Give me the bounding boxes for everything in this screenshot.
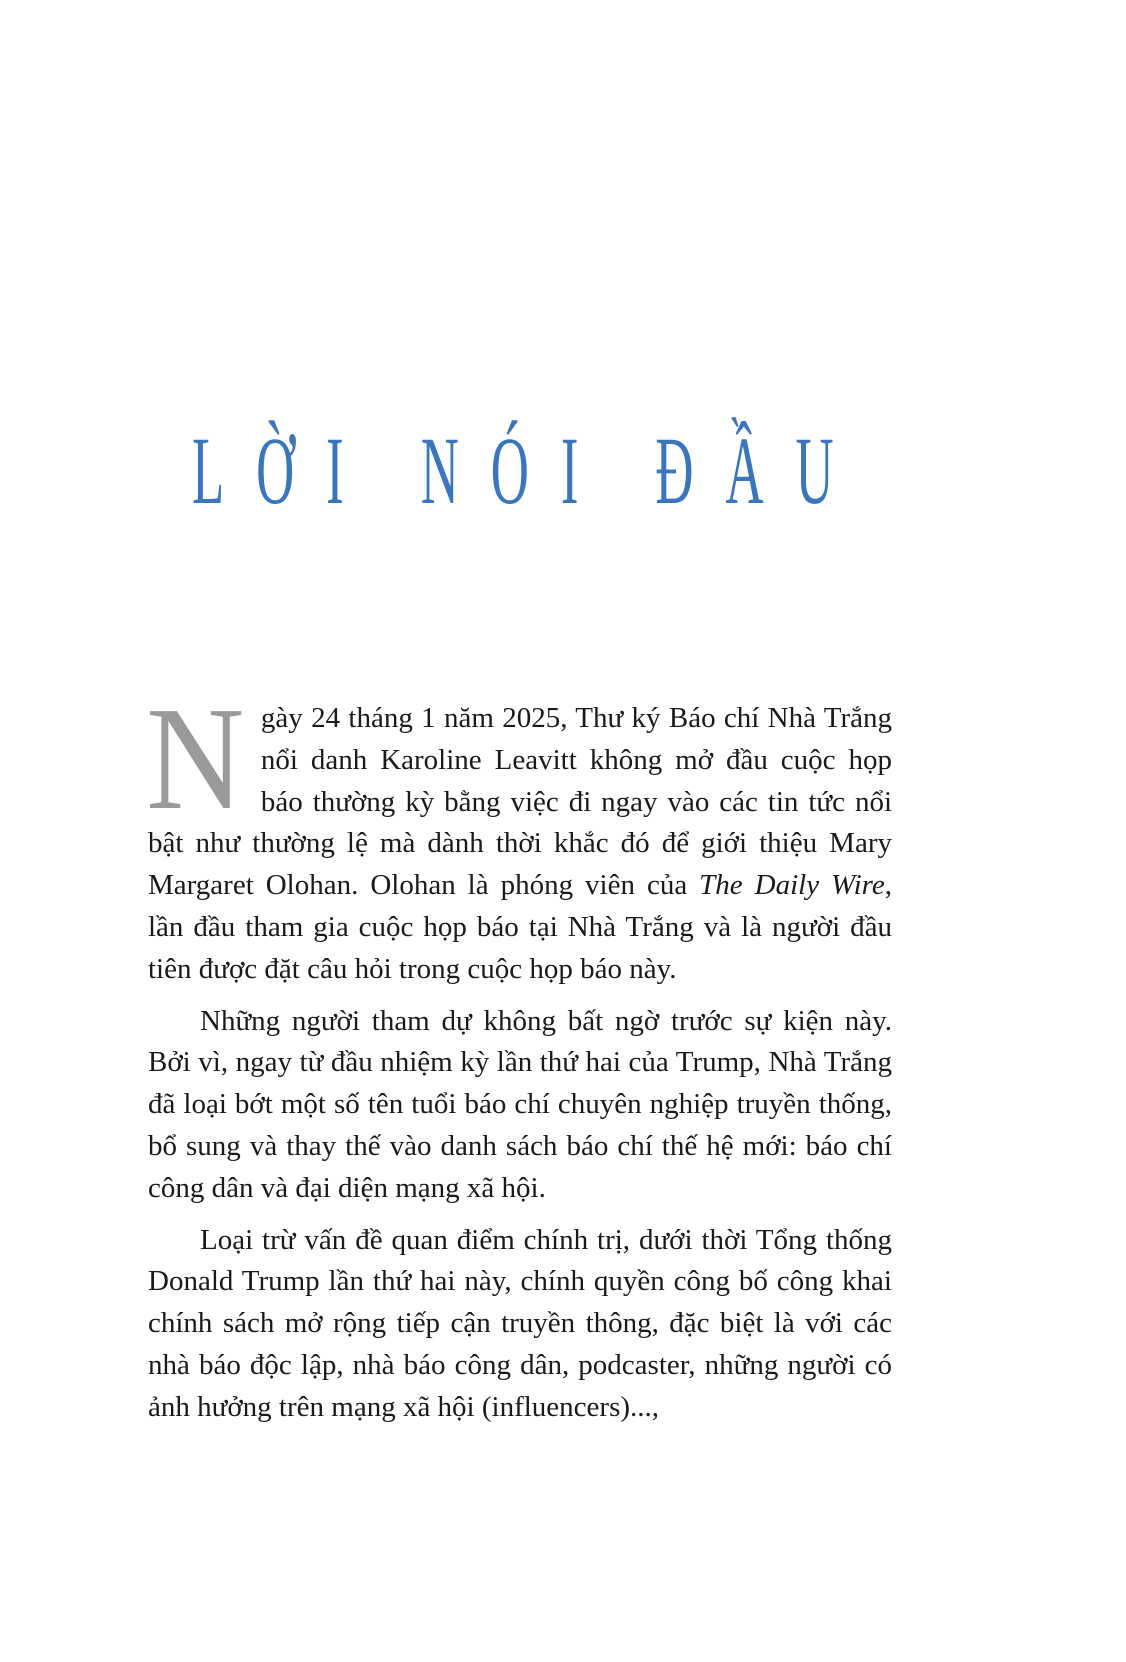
body-text (146, 677, 892, 1439)
paragraph-1-text-b: , lần đầu tham gia cuộc họp báo tại Nhà Trắng và là người đầu tiên được đặt câu hỏi trong cuộc họp báo này. (148, 869, 892, 985)
paragraph-2: Những người tham dự không bất ngờ trước sự kiện này. Bởi vì, ngay từ đầu nhiệm kỳ lần thứ hai của Trump, Nhà Trắng đã loại bớt một số tên tuổi báo chí chuyên nghiệp truyền thống, bổ sung và thay thế vào danh sách báo chí thế hệ mới: báo chí công dân và đại diện mạng xã hội. (148, 1004, 892, 1204)
publication-name: The Daily Wire (699, 869, 885, 902)
chapter-title: LỜI NÓI ĐẦU (192, 417, 866, 525)
drop-cap: N (146, 677, 245, 841)
paragraph-1 (146, 677, 892, 991)
paragraph-1-text-a: gày 24 tháng 1 năm 2025, Thư ký Báo chí Nhà Trắng nổi danh Karoline Leavitt không mở đầu cuộc họp báo thường kỳ bằng việc đi ngay vào các tin tức nổi bật như thường lệ mà dành thời khắc đó để giới thiệu Mary Margaret Olohan. Olohan là phóng viên của (148, 702, 892, 902)
paragraph-3: Loại trừ vấn đề quan điểm chính trị, dưới thời Tổng thống Donald Trump lần thứ hai này, chính quyền công bố công khai chính sách mở rộng tiếp cận truyền thông, đặc biệt là với các nhà báo độc lập, nhà báo công dân, podcaster, những người có ảnh hưởng trên mạng xã hội (influencers)..., (148, 1223, 892, 1423)
